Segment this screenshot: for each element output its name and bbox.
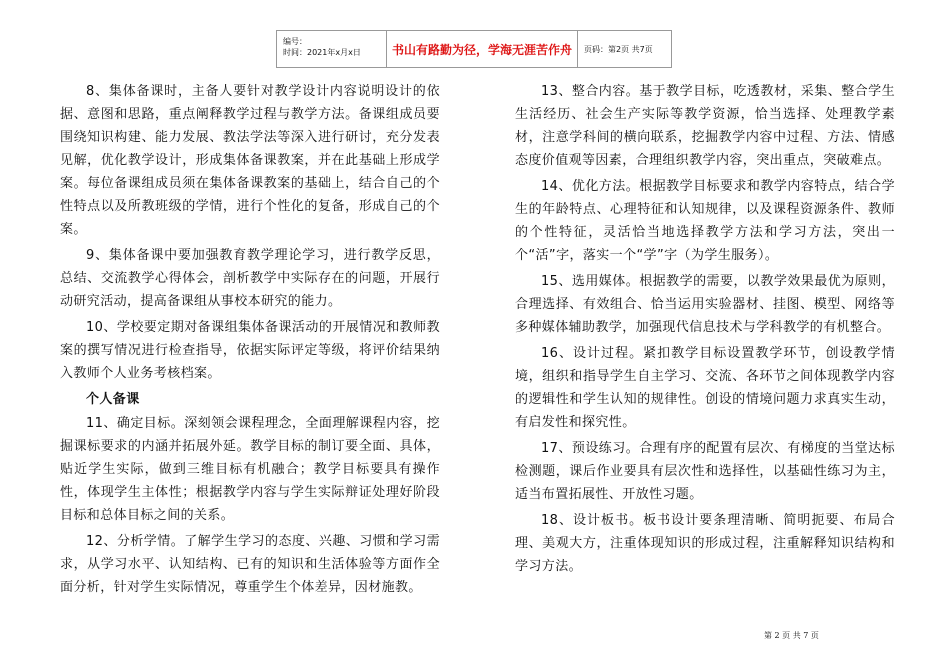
time-label: 时间：2021年x月x日 bbox=[283, 48, 361, 57]
left-column bbox=[60, 80, 440, 602]
header-meta bbox=[277, 31, 387, 67]
section-heading: 个人备课 bbox=[86, 392, 140, 407]
number-label: 编号： bbox=[283, 37, 307, 46]
paragraph-17: 17、预设练习。合理有序的配置有层次、有梯度的当堂达标检测题，课后作业要具有层次性和选择性，以基础性练习为主，适当布置拓展性、开放性习题。 bbox=[515, 441, 895, 502]
paragraph-8: 8、集体备课时，主备人要针对教学设计内容说明设计的依据、意图和思路，重点阐释教学过程与教学方法。备课组成员要围绕知识构建、能力发展、教法学法等深入进行研讨，充分发表见解，优化教学设计，形成集体备课教案，并在此基础上形成学案。每位备课组成员须在集体备课教案的基础上，结合自己的个性特点以及所教班级的学情，进行个性化的复备，形成自己的个案。 bbox=[60, 84, 440, 237]
page-header bbox=[276, 30, 672, 68]
header-page-label: 页码：第2页 共7页 bbox=[584, 44, 653, 54]
paragraph-13: 13、整合内容。基于教学目标，吃透教材，采集、整合学生生活经历、社会生产实际等教学资源，恰当选择、处理教学素材，注意学科间的横向联系，挖掘教学内容中过程、方法、情感态度价值观等因素，合理组织教学内容，突出重点，突破难点。 bbox=[515, 84, 895, 168]
paragraph-10: 10、学校要定期对备课组集体备课活动的开展情况和教师教案的撰写情况进行检查指导，依据实际评定等级，将评价结果纳入教师个人业务考核档案。 bbox=[60, 320, 440, 381]
header-motto: 书山有路勤为径，学海无涯苦作舟 bbox=[387, 31, 578, 67]
page-footer: 第 2 页 共 7 页 bbox=[764, 631, 819, 640]
paragraph-15: 15、选用媒体。根据教学的需要，以教学效果最优为原则，合理选择、有效组合、恰当运用实验器材、挂图、模型、网络等多种媒体辅助教学，加强现代信息技术与学科教学的有机整合。 bbox=[515, 274, 895, 335]
paragraph-11: 11、确定目标。深刻领会课程理念，全面理解课程内容，挖掘课标要求的内涵并拓展外延。教学目标的制订要全面、具体，贴近学生实际，做到三维目标有机融合；教学目标要具有操作性，体现学生主体性；根据教学内容与学生实际辩证处理好阶段目标和总体目标之间的关系。 bbox=[60, 416, 440, 523]
paragraph-12: 12、分析学情。了解学生学习的态度、兴趣、习惯和学习需求，从学习水平、认知结构、已有的知识和生活体验等方面作全面分析，针对学生实际情况，尊重学生个体差异，因材施教。 bbox=[60, 534, 440, 595]
paragraph-16: 16、设计过程。紧扣教学目标设置教学环节，创设教学情境，组织和指导学生自主学习、交流、各环节之间体现教学内容的逻辑性和学生认知的规律性。创设的情境问题力求真实生动，有启发性和探究性。 bbox=[515, 346, 895, 430]
paragraph-14: 14、优化方法。根据教学目标要求和教学内容特点，结合学生的年龄特点、心理特征和认知规律，以及课程资源条件、教师的个性特征，灵活恰当地选择教学方法和学习方法，突出一个“活”字，落实一个“学”字（为学生服务）。 bbox=[515, 179, 895, 263]
right-column bbox=[515, 80, 895, 581]
paragraph-18: 18、设计板书。板书设计要条理清晰、简明扼要、布局合理、美观大方，注重体现知识的形成过程，注重解释知识结构和学习方法。 bbox=[515, 513, 895, 574]
paragraph-9: 9、集体备课中要加强教育教学理论学习，进行教学反思，总结、交流教学心得体会，剖析教学中实际存在的问题，开展行动研究活动，提高备课组从事校本研究的能力。 bbox=[60, 248, 440, 309]
